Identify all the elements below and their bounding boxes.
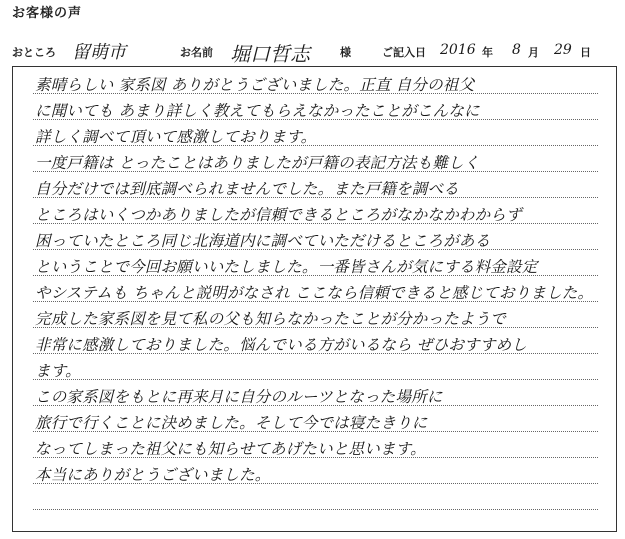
letter-line: なってしまった祖父にも知らせてあげたいと思います。 [35,440,426,458]
letter-line: 非常に感激しておりました。悩んでいる方がいるなら ぜひおすすめし [35,336,527,354]
letter-line: 一度戸籍は とったことはありましたが戸籍の表記方法も難しく [35,154,480,172]
date-month: 8 [512,42,521,58]
letter-line: 困っていたところ同じ北海道内に調べていただけるところがある [35,232,491,250]
date-year: 2016 [440,42,476,58]
name-label: お名前 [180,46,213,59]
letter-line: 自分だけでは到底調べられませんでした。また戸籍を調べる [35,180,459,198]
ruled-line [33,509,598,510]
letter-line: ところはいくつかありましたが信頼できるところがなかなかわからず [35,206,522,224]
letter-card [12,66,617,532]
honorific-label: 様 [340,46,351,59]
header-row [0,38,625,64]
location-value: 留萌市 [72,42,126,63]
letter-line: 本当にありがとうございました。 [35,466,271,484]
date-label: ご記入日 [382,46,426,59]
letter-line: この家系図をもとに再来月に自分のルーツとなった場所に [35,388,443,406]
name-value: 堀口哲志 [230,42,310,66]
letter-line: ます。 [35,362,81,380]
day-unit: 日 [580,46,591,59]
letter-line: 旅行で行くことに決めました。そして今では寝たきりに [35,414,428,432]
form-title: お客様の声 [12,6,83,21]
letter-line: やシステムも ちゃんと説明がなされ ここなら信頼できると感じておりました。 [35,284,594,302]
letter-line: 素晴らしい 家系図 ありがとうございました。正直 自分の祖父 [35,76,475,94]
year-unit: 年 [482,46,493,59]
letter-line: ということで今回お願いいたしました。一番皆さんが気にする料金設定 [35,258,538,276]
date-day: 29 [554,42,572,58]
letter-line: 完成した家系図を見て私の父も知らなかったことが分かったようで [35,310,507,328]
location-label: おところ [12,46,56,59]
month-unit: 月 [528,46,539,59]
letter-line: 詳しく調べて頂いて感激しております。 [35,128,317,146]
letter-line: に聞いても あまり詳しく教えてもらえなかったことがこんなに [35,102,480,120]
